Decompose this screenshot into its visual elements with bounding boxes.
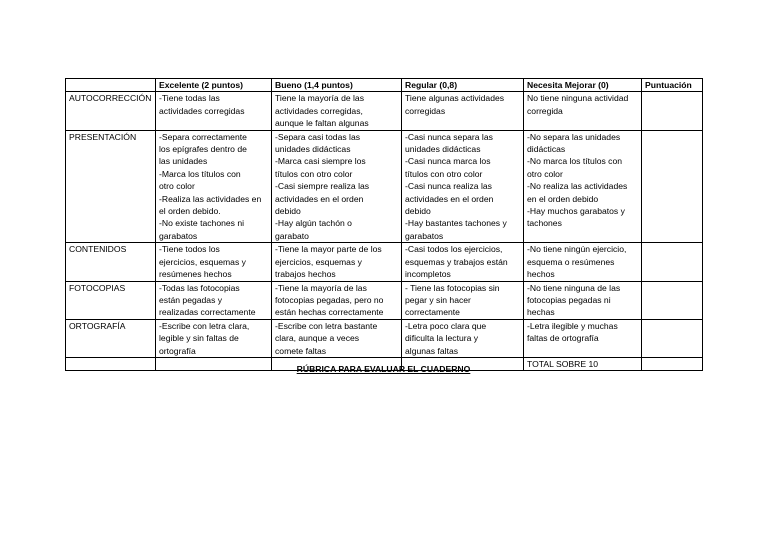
cell-text-line: corregidas [405,105,446,116]
cell-text-line: pegar y sin hacer [405,294,471,305]
cell-text-line: corregida [527,105,563,116]
cell-text-line: están hechas correctamente [275,307,384,318]
cell-text-line: unidades didácticas [275,144,351,155]
cell-bueno [272,319,402,357]
cell-text-line: -No separa las unidades [527,131,621,142]
cell-text-line: -No existe tachones ni [159,218,245,229]
cell-text-line: legible y sin faltas de [159,333,239,344]
cell-text-line: -Casi todos los ejercicios, [405,244,503,255]
table-row-contenidos [66,243,703,281]
cell-text-line: ortografía [159,345,196,356]
cell-text-line: las unidades [159,156,208,167]
cell-text-line: -Hay muchos garabatos y [527,206,625,217]
header-bueno: Bueno (1,4 puntos) [272,79,402,92]
cell-text-line: -Separa correctamente [159,131,247,142]
cell-text-line: comete faltas [275,345,327,356]
cell-text-line: trabajos hechos [275,269,336,280]
cell-text-line: esquema o resúmenes [527,256,615,267]
table-row-ortografia [66,319,703,357]
cell-text-line: algunas faltas [405,345,459,356]
cell-puntuacion [642,281,703,319]
cell-text-line: otro color [527,168,563,179]
cell-bueno [272,130,402,243]
header-excelente: Excelente (2 puntos) [156,79,272,92]
cell-text-line: clara, aunque a veces [275,333,360,344]
cell-text-line: actividades en el orden [275,193,364,204]
cell-text-line: -Casi nunca separa las [405,131,493,142]
cell-text-line: -No tiene ningún ejercicio, [527,244,627,255]
cell-text-line: -Realiza las actividades en [159,193,262,204]
table-row-fotocopias [66,281,703,319]
cell-text-line: -Casi nunca marca los [405,156,491,167]
cell-text-line: están pegadas y [159,294,223,305]
cell-regular [402,319,524,357]
cell-puntuacion [642,243,703,281]
cell-excelente [156,92,272,130]
cell-excelente [156,319,272,357]
cell-bueno [272,92,402,130]
header-necesita-mejorar: Necesita Mejorar (0) [524,79,642,92]
cell-text-line: realizadas correctamente [159,307,256,318]
cell-text-line: faltas de ortografía [527,333,599,344]
cell-text-line: -Tiene todas las [159,93,220,104]
table-header-row [66,79,703,92]
cell-text-line: -Escribe con letra clara, [159,320,250,331]
cell-text-line: títulos con otro color [275,168,353,179]
cell-necesita-mejorar [524,281,642,319]
cell-text-line: actividades en el orden [405,193,494,204]
cell-text-line: debido [405,206,431,217]
cell-text-line: -Hay bastantes tachones y [405,218,507,229]
cell-puntuacion [642,92,703,130]
cell-text-line: -Escribe con letra bastante [275,320,378,331]
cell-text-line: actividades corregidas, [275,105,363,116]
cell-text-line: unidades didácticas [405,144,481,155]
cell-text-line: tachones [527,218,562,229]
row-label-fotocopias: FOTOCOPIAS [66,281,156,319]
table-row-autocorreccion [66,92,703,130]
cell-text-line: aunque le faltan algunas [275,118,369,129]
cell-text-line: Tiene algunas actividades [405,93,505,104]
cell-text-line: fotocopias pegadas, pero no [275,294,384,305]
cell-text-line: Tiene la mayoría de las [275,93,365,104]
cell-text-line: -Tiene la mayoría de las [275,282,367,293]
cell-regular [402,281,524,319]
cell-text-line: esquemas y trabajos están [405,256,508,267]
total-label: TOTAL SOBRE 10 [524,357,642,370]
cell-text-line: resúmenes hechos [159,269,232,280]
cell-text-line: -Casi nunca realiza las [405,181,492,192]
cell-necesita-mejorar [524,319,642,357]
cell-text-line: hechas [527,307,555,318]
cell-text-line: -Marca casi siempre los [275,156,366,167]
cell-text-line: -Hay algún tachón o [275,218,352,229]
cell-necesita-mejorar [524,92,642,130]
cell-text-line: - Tiene las fotocopias sin [405,282,500,293]
cell-text-line: -Todas las fotocopias [159,282,240,293]
row-label-autocorreccion: AUTOCORRECCIÓN [66,92,156,130]
cell-text-line: hechos [527,269,555,280]
cell-excelente [156,281,272,319]
cell-text-line: -Letra poco clara que [405,320,487,331]
cell-text-line: dificulta la lectura y [405,333,479,344]
cell-text-line: -Separa casi todas las [275,131,361,142]
cell-text-line: correctamente [405,307,460,318]
row-label-presentacion: PRESENTACIÓN [66,130,156,243]
cell-text-line: ejercicios, esquemas y [275,256,362,267]
table-row-presentacion [66,130,703,243]
cell-text-line: -Tiene todos los [159,244,220,255]
cell-text-line: -No tiene ninguna de las [527,282,621,293]
cell-regular [402,130,524,243]
cell-bueno [272,281,402,319]
cell-text-line: -Casi siempre realiza las [275,181,370,192]
cell-text-line: -Marca los títulos con [159,168,241,179]
cell-text-line: garabatos [159,230,198,241]
cell-puntuacion [642,130,703,243]
cell-necesita-mejorar [524,130,642,243]
cell-text-line: -Tiene la mayor parte de los [275,244,382,255]
header-regular: Regular (0,8) [402,79,524,92]
document-caption: RÚBRICA PARA EVALUAR EL CUADERNO [296,364,471,374]
cell-bueno [272,243,402,281]
cell-text-line: el orden debido. [159,206,221,217]
cell-excelente [156,130,272,243]
row-label-contenidos: CONTENIDOS [66,243,156,281]
row-label-ortografia: ORTOGRAFÍA [66,319,156,357]
cell-text-line: No tiene ninguna actividad [527,93,629,104]
cell-text-line: debido [275,206,301,217]
cell-text-line: los epígrafes dentro de [159,144,247,155]
cell-text-line: otro color [159,181,195,192]
cell-text-line: -No marca los títulos con [527,156,623,167]
cell-text-line: actividades corregidas [159,105,245,116]
cell-text-line: fotocopias pegadas ni [527,294,611,305]
cell-necesita-mejorar [524,243,642,281]
cell-regular [402,92,524,130]
cell-text-line: títulos con otro color [405,168,483,179]
cell-text-line: -No realiza las actividades [527,181,628,192]
header-blank-cell [66,79,156,92]
rubric-table [65,78,703,371]
cell-excelente [156,243,272,281]
cell-text-line: incompletos [405,269,451,280]
cell-text-line: -Letra ilegible y muchas [527,320,618,331]
cell-text-line: didácticas [527,144,566,155]
cell-text-line: garabato [275,230,309,241]
cell-regular [402,243,524,281]
cell-text-line: ejercicios, esquemas y [159,256,246,267]
cell-text-line: garabatos [405,230,444,241]
cell-text-line: en el orden debido [527,193,599,204]
cell-puntuacion [642,319,703,357]
header-puntuacion: Puntuación [642,79,703,92]
